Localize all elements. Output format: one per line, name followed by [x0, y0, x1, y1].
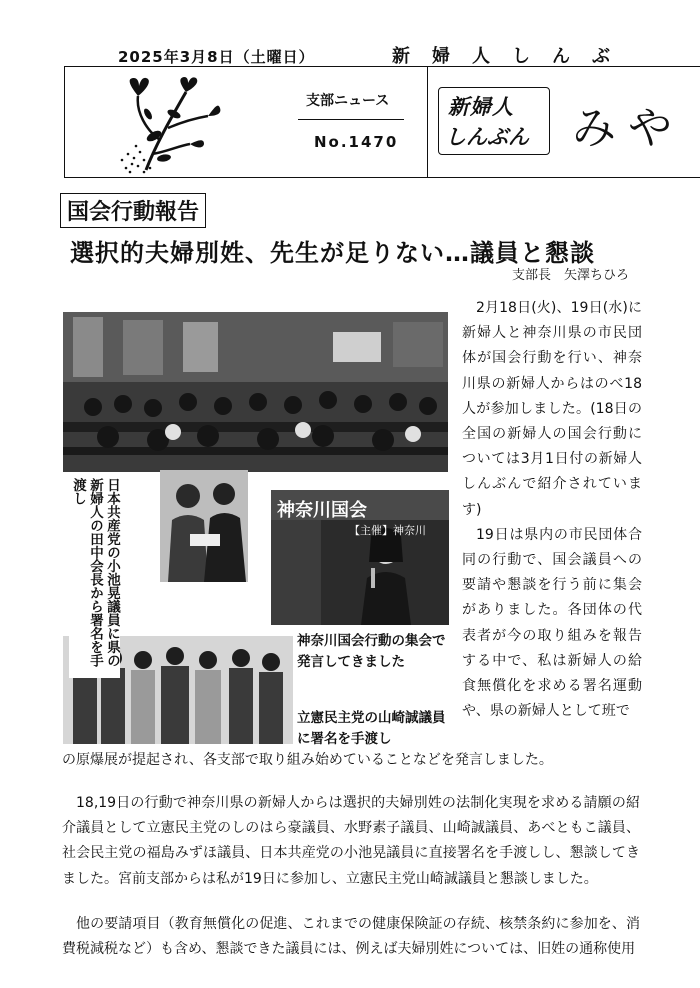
column-paragraph-1: 2月18日(火)、19日(水)に新婦人と神奈川県の市民団体が国会行動を行い、神奈川県の新婦人からはのべ18人が参加しました。(18日の全国の新婦人の国会行動については3月1日付の新婦人しんぶんで紹介されています)	[462, 300, 642, 518]
section-underline	[298, 119, 404, 120]
column-paragraph-2: 19日は県内の市民団体合同の行動で、国会議員への要請や懇談を行う前に集会がありました。各団体の代表者が今の取り組みを報告する中で、私は新婦人の給食無償化を求める署名運動や、県の新婦人として班で	[462, 526, 642, 720]
masthead-top-rule	[64, 66, 700, 67]
masthead-divider	[427, 66, 428, 178]
signature-handover-photo	[160, 470, 248, 582]
masthead-left-rule	[64, 66, 65, 178]
logo-text-line2: しんぶん	[445, 125, 529, 149]
section-label: 支部ニュース	[306, 93, 390, 109]
meeting-hall-photo	[63, 312, 448, 472]
issue-number: No.1470	[314, 133, 399, 151]
article-column	[462, 296, 642, 724]
flower-illustration	[108, 74, 228, 178]
rally-speech-photo	[271, 490, 449, 625]
branch-name: みや	[572, 103, 684, 154]
caption-rally-speech: 神奈川国会行動の集会で発言してきました	[297, 631, 455, 673]
column-continuation: の原爆展が提起され、各支部で取り組み始めていることなどを発言しました。	[62, 752, 553, 768]
banner-subtext: 【主催】神奈川	[349, 524, 426, 537]
newspaper-name: 新婦人しんぶ	[392, 46, 632, 67]
logo-text-line1: 新婦人	[448, 95, 514, 119]
caption-yamazaki-handover: 立憲民主党の山崎誠議員に署名を手渡し	[297, 708, 455, 750]
issue-date: 2025年3月8日（土曜日）	[118, 48, 315, 66]
article-paragraph-3: 他の要請項目（教育無償化の促進、これまでの健康保険証の存続、核禁条約に参加を、消費税減税など）も含め、懇談できた議員には、例えば夫婦別姓については、旧姓の通称使用	[62, 916, 640, 958]
article-tag: 国会行動報告	[60, 193, 206, 228]
banner-text: 神奈川国会	[277, 500, 367, 521]
article-headline: 選択的夫婦別姓、先生が足りない…議員と懇談	[70, 239, 595, 267]
caption-koike-handover: 日本共産党の小池晃議員に県の新婦人の田中会長から署名を手渡し	[69, 478, 120, 678]
article-paragraph-2: 18,19日の行動で神奈川県の新婦人からは選択的夫婦別姓の法制化実現を求める請願の紹介議員として立憲民主党のしのはら豪議員、水野素子議員、山崎誠議員、あべともこ議員、社会民主党の福島みずほ議員、日本共産党の小池晃議員に直接署名を手渡しし、懇談してきました。宮前支部からは私が19日に参加し、立憲民主党山崎誠議員と懇談しました。	[62, 795, 640, 887]
article-author: 支部長 矢澤ちひろ	[512, 268, 630, 283]
